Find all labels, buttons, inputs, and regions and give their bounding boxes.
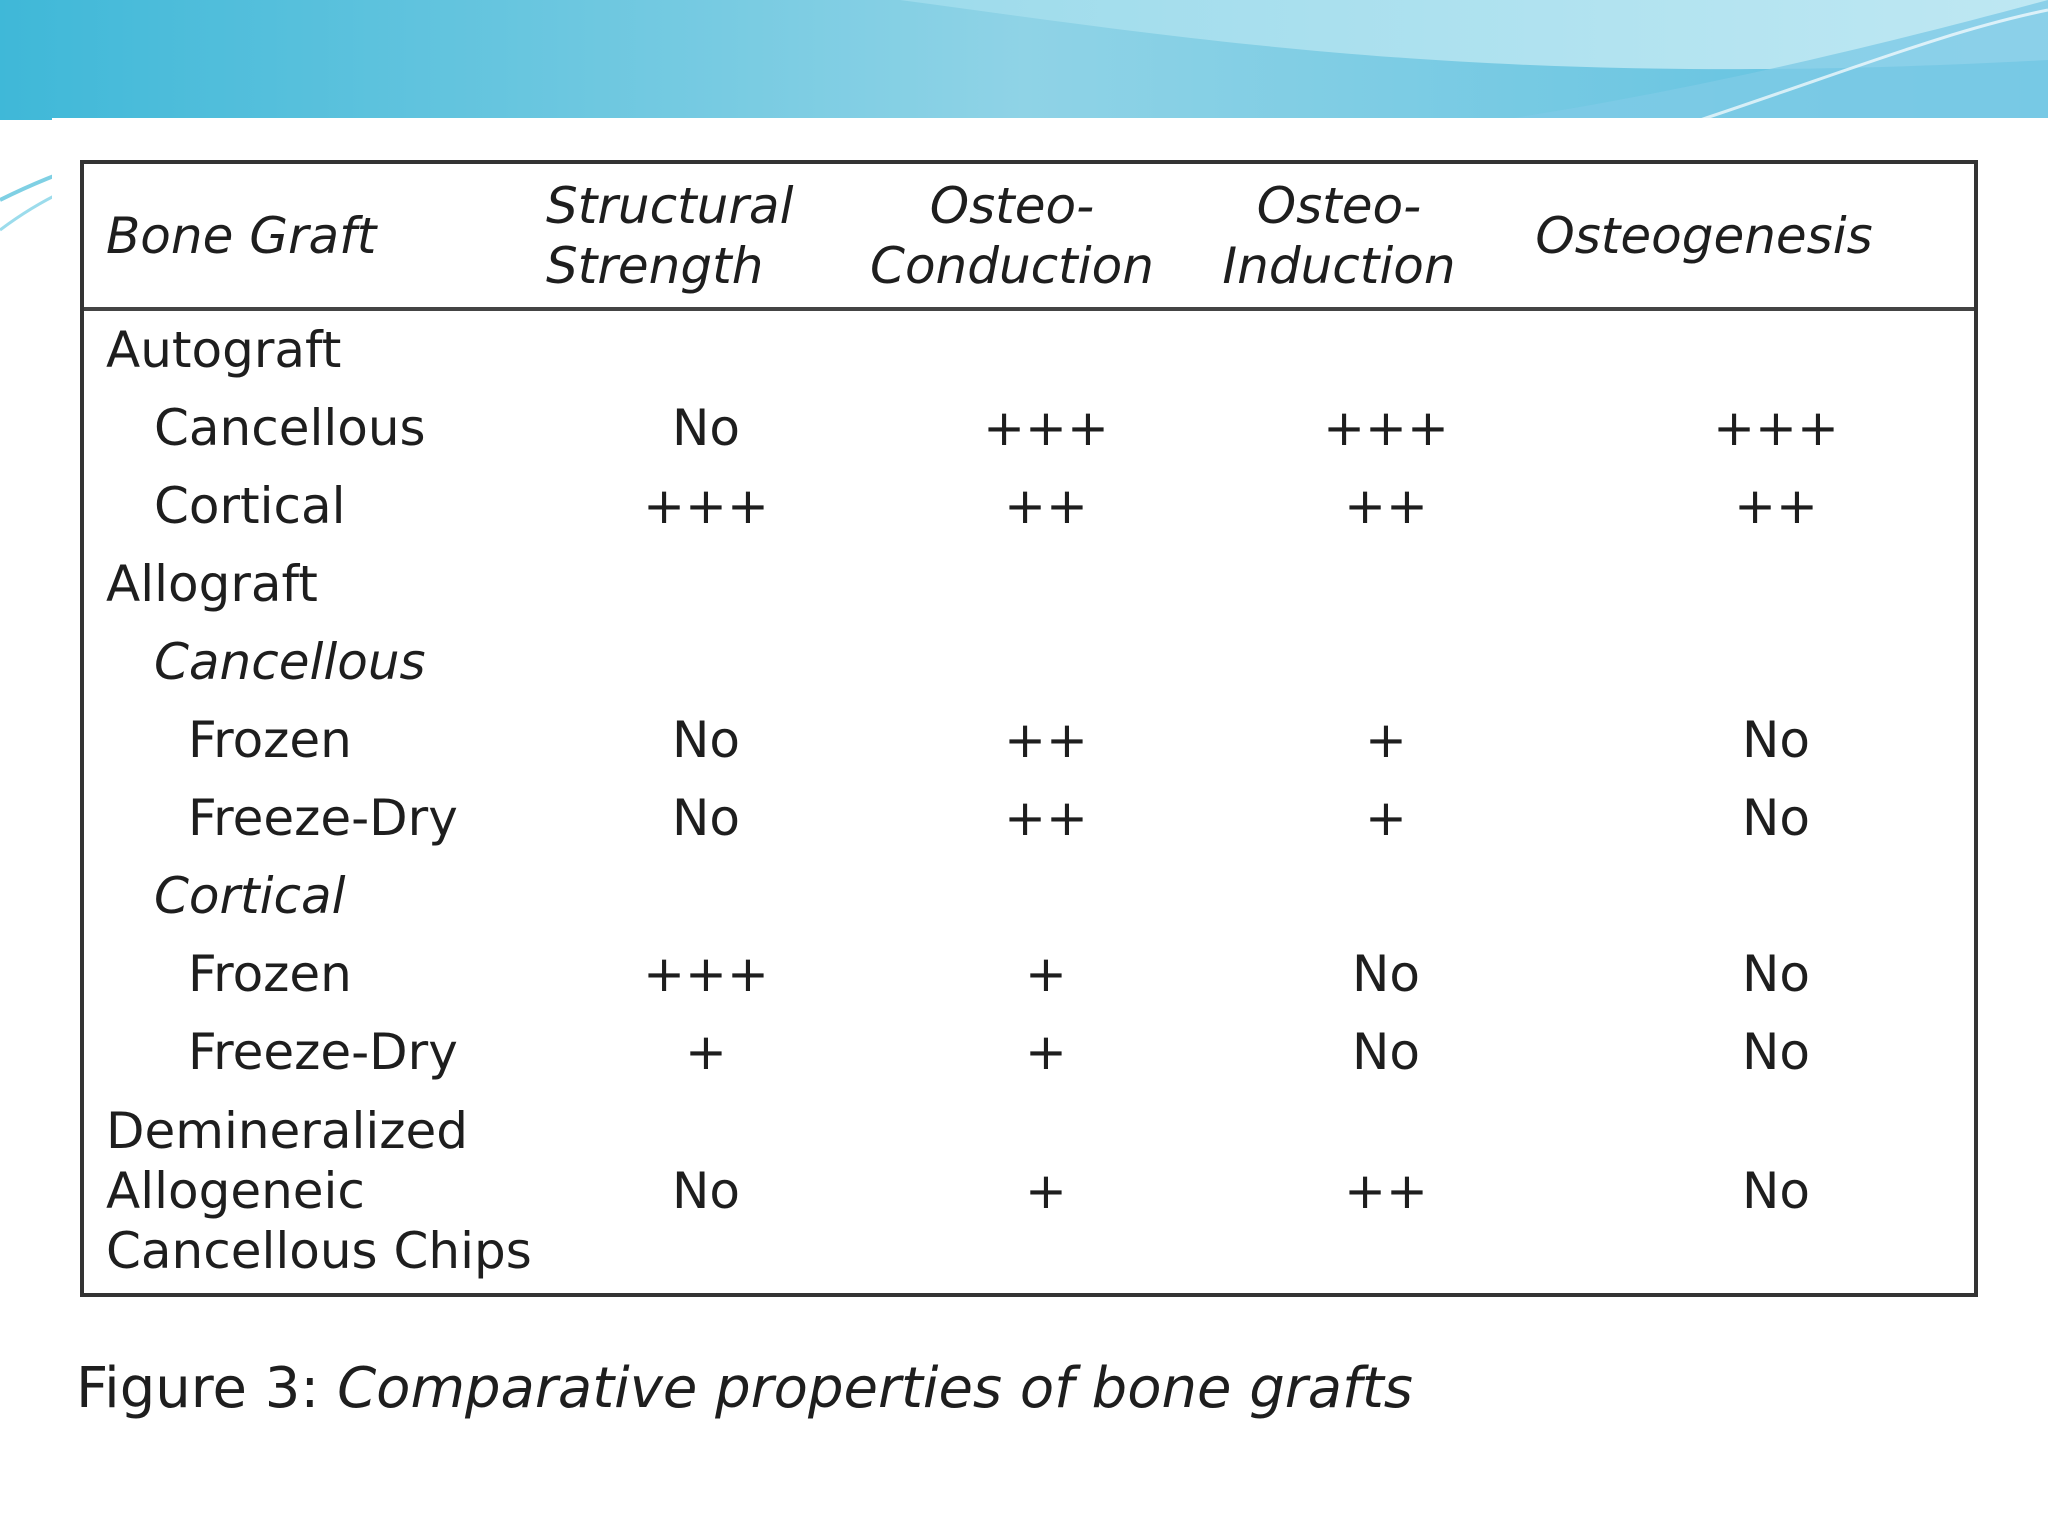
table-row xyxy=(84,1101,1974,1281)
cell-structural-strength: No xyxy=(672,789,740,847)
cell-structural-strength: No xyxy=(672,711,740,769)
cell-osteo-conduction: ++ xyxy=(1004,477,1088,535)
cell-osteogenesis: No xyxy=(1742,945,1810,1003)
cell-structural-strength: No xyxy=(672,1162,740,1220)
cell-osteo-induction: ++ xyxy=(1344,1162,1428,1220)
table-row xyxy=(84,857,1974,935)
caption-prefix: Figure 3: xyxy=(76,1356,338,1421)
row-label: Cancellous xyxy=(154,399,426,457)
cell-osteo-induction: No xyxy=(1352,1023,1420,1081)
row-label: Autograft xyxy=(106,321,342,379)
cell-structural-strength: No xyxy=(672,399,740,457)
header-bone-graft: Bone Graft xyxy=(106,206,377,265)
row-label: Freeze-Dry xyxy=(188,789,458,847)
cell-osteo-induction: +++ xyxy=(1323,399,1449,457)
row-label: Cancellous xyxy=(154,633,426,691)
table-row xyxy=(84,545,1974,623)
cell-osteo-conduction: ++ xyxy=(1004,711,1088,769)
table-row xyxy=(84,779,1974,857)
caption-text: Comparative properties of bone grafts xyxy=(337,1356,1413,1421)
row-label: Allograft xyxy=(106,555,318,613)
cell-osteo-induction: + xyxy=(1365,711,1407,769)
row-label: Demineralized Allogeneic Cancellous Chips xyxy=(106,1102,532,1280)
row-label: Cortical xyxy=(154,867,346,925)
cell-osteogenesis: No xyxy=(1742,789,1810,847)
table-row xyxy=(84,311,1974,389)
cell-structural-strength: +++ xyxy=(643,945,769,1003)
row-label: Cortical xyxy=(154,477,346,535)
cell-osteogenesis: No xyxy=(1742,711,1810,769)
table-header-row xyxy=(84,164,1974,311)
row-label: Freeze-Dry xyxy=(188,1023,458,1081)
cell-structural-strength: + xyxy=(685,1023,727,1081)
figure-caption xyxy=(76,1356,1413,1421)
table-row xyxy=(84,623,1974,701)
cell-osteo-induction: + xyxy=(1365,789,1407,847)
cell-osteo-conduction: + xyxy=(1025,1162,1067,1220)
table-row xyxy=(84,701,1974,779)
cell-osteogenesis: No xyxy=(1742,1023,1810,1081)
header-osteo-induction: Osteo- Induction xyxy=(1222,176,1456,295)
table-row xyxy=(84,467,1974,545)
cell-osteo-induction: No xyxy=(1352,945,1420,1003)
header-osteogenesis: Osteogenesis xyxy=(1535,206,1873,265)
table-row xyxy=(84,389,1974,467)
cell-osteogenesis: No xyxy=(1742,1162,1810,1220)
header-osteo-conduction: Osteo- Conduction xyxy=(870,176,1154,295)
cell-osteo-induction: ++ xyxy=(1344,477,1428,535)
row-label: Frozen xyxy=(188,945,352,1003)
cell-osteogenesis: ++ xyxy=(1734,477,1818,535)
cell-osteo-conduction: +++ xyxy=(983,399,1109,457)
bone-graft-table xyxy=(80,160,1978,1297)
header-structural-strength: Structural Strength xyxy=(546,176,794,295)
table-row xyxy=(84,935,1974,1013)
row-label: Frozen xyxy=(188,711,352,769)
cell-osteogenesis: +++ xyxy=(1713,399,1839,457)
cell-osteo-conduction: ++ xyxy=(1004,789,1088,847)
table-row xyxy=(84,1013,1974,1091)
cell-structural-strength: +++ xyxy=(643,477,769,535)
cell-osteo-conduction: + xyxy=(1025,1023,1067,1081)
cell-osteo-conduction: + xyxy=(1025,945,1067,1003)
content-panel xyxy=(52,118,2048,1536)
